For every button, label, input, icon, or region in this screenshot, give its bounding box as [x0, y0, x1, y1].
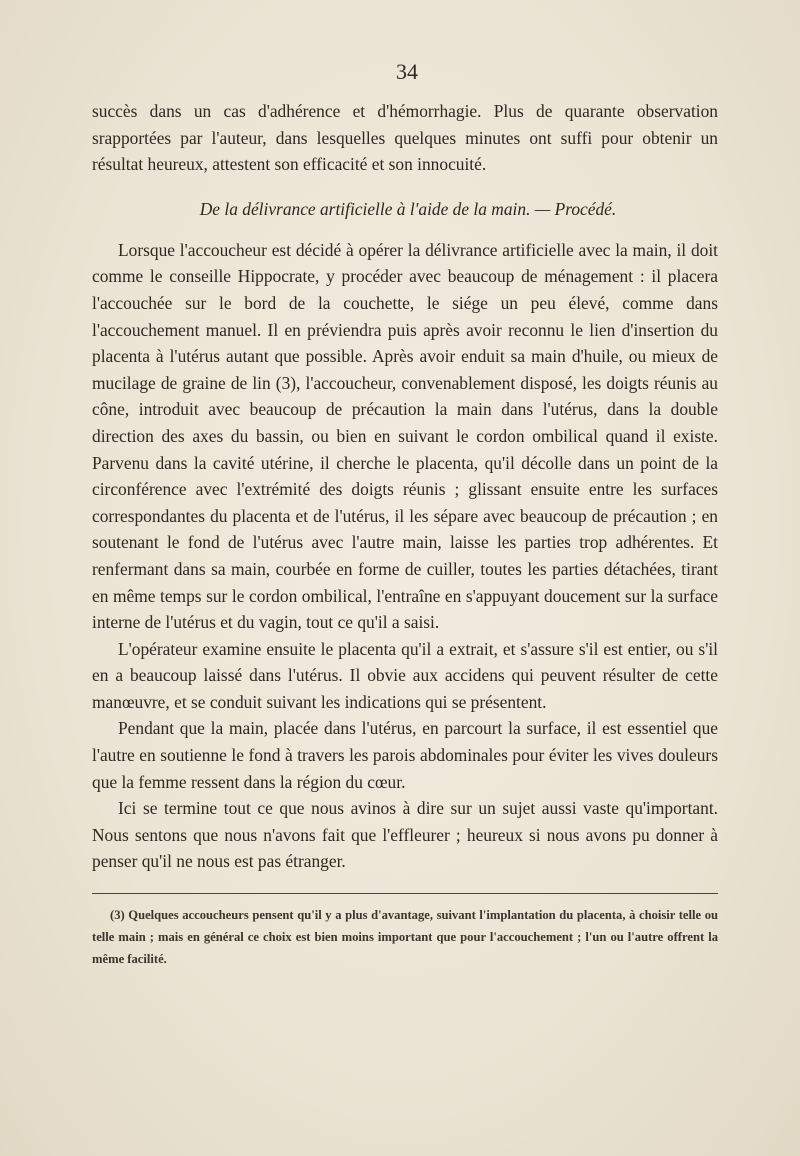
paragraph-conclusion: Ici se termine tout ce que nous avinos à dire sur un sujet aussi vaste qu'important. Nous sentons que nous n'avons fait que l'effleurer ; heureux si nous avons pu donner à penser qu'il ne nous est pas étranger. [92, 798, 718, 872]
book-page [92, 60, 718, 970]
page-number: 34 [396, 59, 418, 84]
footnote-divider [92, 893, 718, 894]
continued-paragraph: succès dans un cas d'adhérence et d'hémorrhagie. Plus de quarante observation srapportées par l'auteur, dans lesquelles quelques minutes ont suffi pour obtenir un résultat heureux, attestent son efficacité et son innocuité. [92, 101, 718, 175]
paragraph-examination: L'opérateur examine ensuite le placenta qu'il a extrait, et s'assure s'il est entier, ou s'il en a beaucoup laissé dans l'utérus. Il obvie aux accidens qui peuvent résulter de cette manœuvre, et se conduit suivant les indications qui se présentent. [92, 638, 718, 712]
paragraph-procedure: Lorsque l'accoucheur est décidé à opérer la délivrance artificielle avec la main, il doit comme le conseille Hippocrate, y procéder avec beaucoup de ménagement : il placera l'accouchée sur le bord de la couchette, le siége un peu élevé, comme dans l'accouchement manuel. Il en préviendra puis après avoir reconnu le lien d'insertion du placenta à l'utérus autant que possible. Après avoir enduit sa main d'huile, ou mieux de mucilage de graine de lin (3), l'accoucheur, convenablement disposé, les doigts réunis au cône, introduit avec beaucoup de précaution la main dans l'utérus, dans la double direction des axes du bassin, ou bien en suivant le cordon ombilical quand il existe. Parvenu dans la cavité utérine, il cherche le placenta, qu'il décolle dans un point de la circonférence avec l'extrémité des doigts réunis ; glissant ensuite entre les surfaces correspondantes du placenta et de l'utérus, il les sépare avec beaucoup de précaution ; en soutenant le fond de l'utérus avec l'autre main, laisse les parties trop adhérentes. Et renfermant dans sa main, courbée en forme de cuiller, toutes les parties détachées, tirant en même temps sur le cordon ombilical, l'entraîne en s'appuyant doucement sur la surface interne de l'utérus et du vagin, tout ce qu'il a saisi. [92, 239, 718, 633]
section-heading: De la délivrance artificielle à l'aide de la main. — Procédé. [199, 198, 617, 219]
footnote: (3) Quelques accoucheurs pensent qu'il y a plus d'avantage, suivant l'implantation du placenta, à choisir telle ou telle main ; mais en général ce choix est bien moins important que pour l'accouchement ; l'un ou l'autre offrent la même facilité. [92, 908, 718, 967]
paragraph-support: Pendant que la main, placée dans l'utérus, en parcourt la surface, il est essentiel que l'autre en soutienne le fond à travers les parois abdominales pour éviter les vives douleurs que la femme ressent dans la région du cœur. [92, 718, 718, 792]
